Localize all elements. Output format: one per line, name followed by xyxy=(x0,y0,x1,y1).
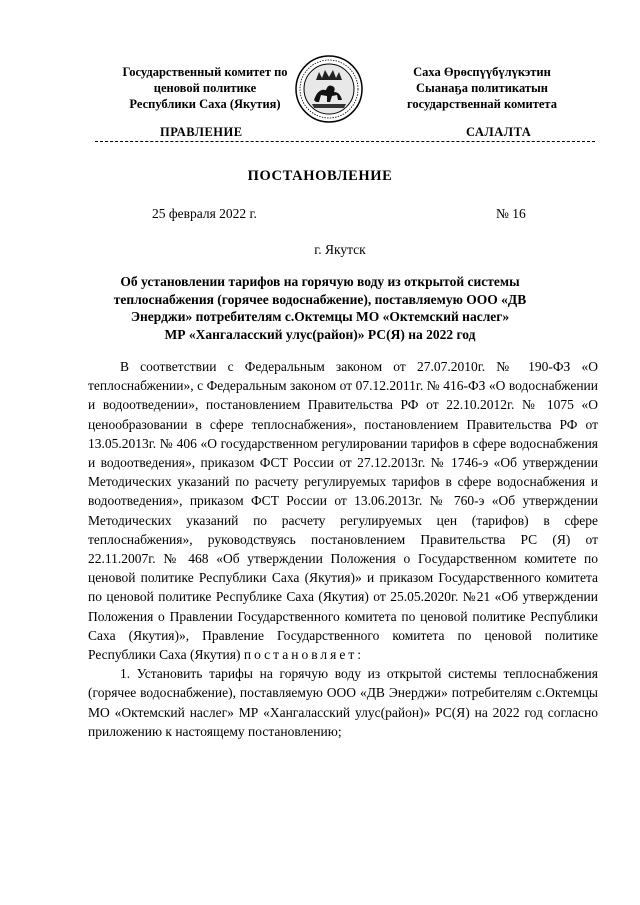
header-divider xyxy=(95,141,595,142)
header-left-org xyxy=(95,64,315,112)
department-label-sakha: САЛАЛТА xyxy=(466,125,532,139)
document-date: 25 февраля 2022 г. xyxy=(152,206,257,221)
preamble-paragraph xyxy=(88,357,598,664)
resolve-word: постановляет: xyxy=(243,647,364,663)
header-right-org xyxy=(372,64,592,112)
header-left-line: Государственный комитет по xyxy=(122,65,288,79)
header-left-line: Республики Саха (Якутия) xyxy=(129,97,281,111)
subject-line: МР «Хангаласский улус(район)» РС(Я) на 2022 год xyxy=(164,326,476,342)
item-1-paragraph: 1. Установить тарифы на горячую воду из открытой системы теплоснабжения (горячее водоснабжение), поставляемую ООО «ДВ Энерджи» потребителям с.Октемцы МО «Октемский наслег» МР «Хангаласский улус(район)» РС(Я) на 2022 год согласно приложению к настоящему постановлению; xyxy=(88,666,598,739)
header-right-line: Сыанаҕа политикатын xyxy=(416,81,548,95)
document-title: ПОСТАНОВЛЕНИЕ xyxy=(247,168,393,184)
document-city: г. Якутск xyxy=(314,242,366,257)
subject-line: Об установлении тарифов на горячую воду из открытой системы xyxy=(120,274,520,289)
department-label-ru: ПРАВЛЕНИЕ xyxy=(160,125,243,139)
header-right-line: государственнай комитета xyxy=(407,97,557,111)
document-number: № 16 xyxy=(496,206,526,221)
sakha-coat-of-arms-icon xyxy=(294,54,364,124)
preamble-text: В соответствии с Федеральным законом от 27.07.2010г. № 190-ФЗ «О теплоснабжении», с Федеральным законом от 07.12.2011г. № 416-ФЗ «О водоснабжении и водоотведении», постановлением Правительства РФ от 22.10.2012г. № 1075 «О ценообразовании в сфере теплоснабжения», постановлением Правительства РФ от 13.05.2013г. № 406 «О государственном регулировании тарифов в сфере водоснабжения и водоотведения», приказом ФСТ России от 27.12.2013г. № 1746-э «Об утверждении Методических указаний по расчету регулируемых тарифов в сфере водоснабжения и водоотведения», приказом ФСТ России от 13.06.2013г. № 760-э «Об утверждении Методических указаний по расчету регулируемых цен (тарифов) в сфере теплоснабжения», руководствуясь постановлением Правительства РС (Я) от 22.11.2007г. № 468 «Об утверждении Положения о Государственном комитете по ценовой политике Республики Саха (Якутия)» и приказом Государственного комитета по ценовой политике Республике Саха (Якутия) от 25.05.2020г. №21 «Об утверждении Положения о Правлении Государственного комитета по ценовой политике Республики Саха (Якутия)», Правление Государственного комитета по ценовой политике Республики Саха (Якутия) xyxy=(88,359,598,663)
document-body xyxy=(88,357,598,741)
subject-line: теплоснабжения (горячее водоснабжение), поставляемую ООО «ДВ xyxy=(113,291,527,307)
header-left-line: ценовой политике xyxy=(153,81,257,95)
header-right-line: Саха Өрөспүүбүлүкэтин xyxy=(413,65,551,79)
subject-line: Энерджи» потребителям с.Октемцы МО «Октемский наслег» xyxy=(130,309,510,324)
document-subject xyxy=(110,273,530,343)
